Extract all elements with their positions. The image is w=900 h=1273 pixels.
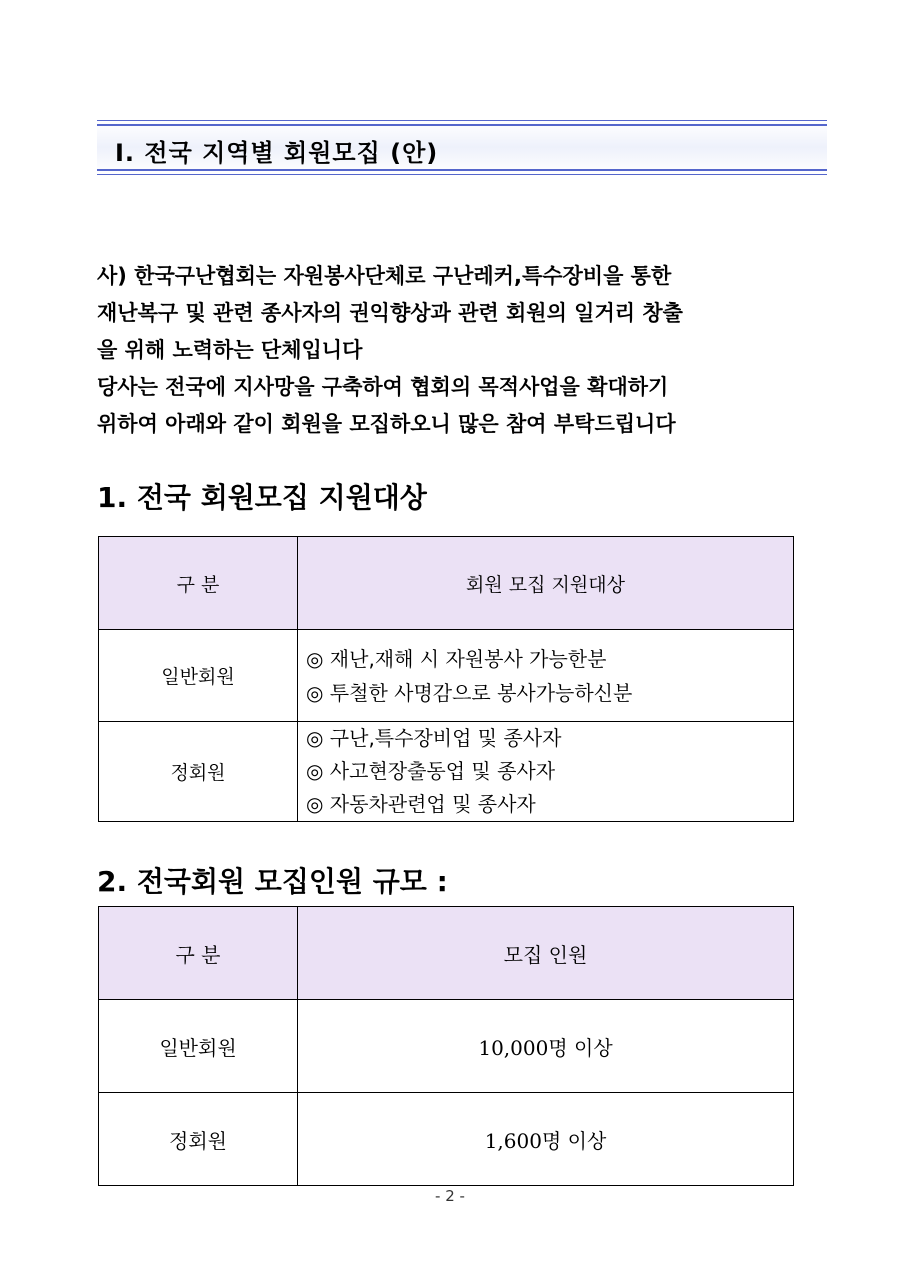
row-category: 정회원 <box>99 1093 298 1186</box>
header-count: 모집 인원 <box>298 907 794 1000</box>
intro-line: 사) 한국구난협회는 자원봉사단체로 구난레커,특수장비을 통한 <box>97 264 672 288</box>
list-item: ◎ 사고현장출동업 및 종사자 <box>306 759 556 783</box>
title-banner <box>97 120 827 175</box>
intro-line: 위하여 아래와 같이 회원을 모집하오니 많은 참여 부탁드립니다 <box>97 412 676 436</box>
support-target-table <box>98 536 794 822</box>
intro-line: 당사는 전국에 지사망을 구축하여 협회의 목적사업을 확대하기 <box>97 375 669 399</box>
row-category: 일반회원 <box>99 630 298 722</box>
row-category: 일반회원 <box>99 1000 298 1093</box>
row-count: 10,000명 이상 <box>298 1000 794 1093</box>
list-item: ◎ 투철한 사명감으로 봉사가능하신분 <box>306 680 633 705</box>
table-row <box>99 1093 794 1186</box>
list-item: ◎ 구난,특수장비업 및 종사자 <box>306 726 562 750</box>
table-row <box>99 1000 794 1093</box>
intro-line: 재난복구 및 관련 종사자의 권익향상과 관련 회원의 일거리 창출 <box>97 301 683 325</box>
document-title: Ⅰ. 전국 지역별 회원모집 (안) <box>115 139 439 167</box>
row-items <box>298 630 794 722</box>
list-item: ◎ 재난,재해 시 자원봉사 가능한분 <box>306 646 607 671</box>
header-target: 회원 모집 지원대상 <box>298 537 794 630</box>
row-items <box>298 722 794 822</box>
section1-heading: 1. 전국 회원모집 지원대상 <box>97 481 427 514</box>
row-count: 1,600명 이상 <box>298 1093 794 1186</box>
page-number: - 2 - <box>435 1187 465 1205</box>
intro-line: 을 위해 노력하는 단체입니다 <box>97 338 363 362</box>
intro-paragraph <box>97 258 817 443</box>
recruitment-size-table <box>98 906 794 1186</box>
row-category: 정회원 <box>99 722 298 822</box>
table-header-row <box>99 907 794 1000</box>
table-row <box>99 630 794 722</box>
table-row <box>99 722 794 822</box>
header-category: 구 분 <box>99 907 298 1000</box>
table-header-row <box>99 537 794 630</box>
list-item: ◎ 자동차관련업 및 종사자 <box>306 792 536 816</box>
section2-heading: 2. 전국회원 모집인원 규모 : <box>97 865 448 898</box>
header-category: 구 분 <box>99 537 298 630</box>
